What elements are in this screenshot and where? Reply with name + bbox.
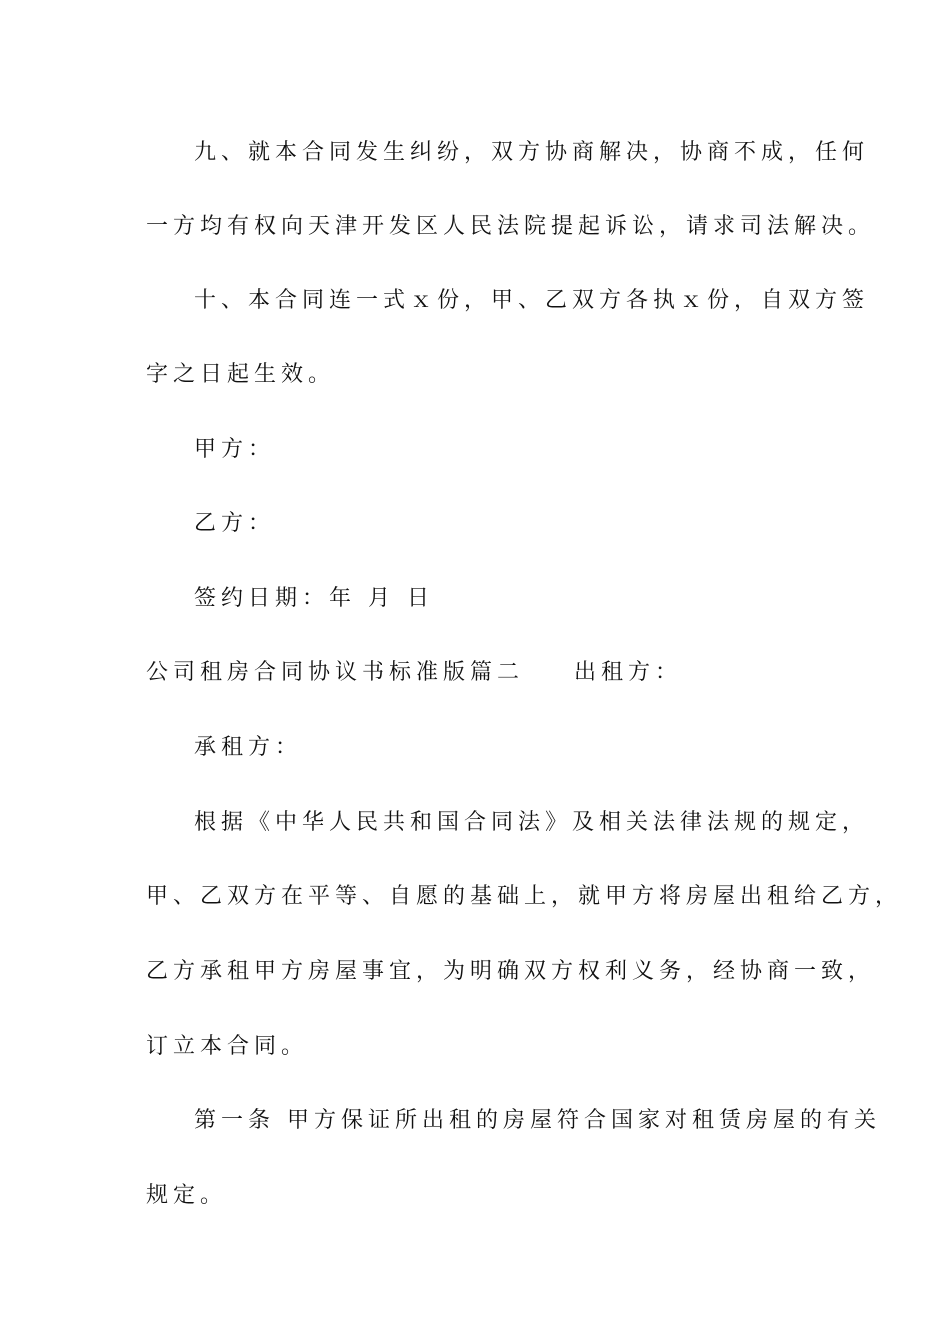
- party-b-label: 乙方：: [194, 511, 276, 536]
- section-title: 公司租房合同协议书标准版篇二: [146, 660, 525, 685]
- preamble-line-1: 根据《中华人民共和国合同法》及相关法律法规的规定，: [194, 810, 870, 835]
- preamble-line-4: 订立本合同。: [146, 1034, 309, 1059]
- lessee-label: 承租方：: [194, 735, 303, 760]
- preamble-line-2: 甲、乙双方在平等、自愿的基础上，就甲方将房屋出租给乙方，: [146, 884, 903, 909]
- clause-nine-line-2: 一方均有权向天津开发区人民法院提起诉讼，请求司法解决。: [146, 214, 876, 239]
- signing-date: 签约日期：年 月 日: [194, 586, 434, 611]
- article-one-line-2: 规定。: [146, 1183, 228, 1208]
- clause-ten-line-1: 十、本合同连一式ｘ份，甲、乙双方各执ｘ份，自双方签: [194, 288, 870, 313]
- clause-ten-line-2: 字之日起生效。: [146, 362, 336, 387]
- lessor-label: 出租方：: [574, 660, 683, 685]
- clause-nine-line-1: 九、就本合同发生纠纷，双方协商解决，协商不成，任何: [194, 140, 870, 165]
- preamble-line-3: 乙方承租甲方房屋事宜，为明确双方权利义务，经协商一致，: [146, 959, 876, 984]
- section-heading: [146, 658, 682, 688]
- article-one-line-1: 第一条 甲方保证所出租的房屋符合国家对租赁房屋的有关: [194, 1108, 881, 1133]
- party-a-label: 甲方：: [194, 437, 276, 462]
